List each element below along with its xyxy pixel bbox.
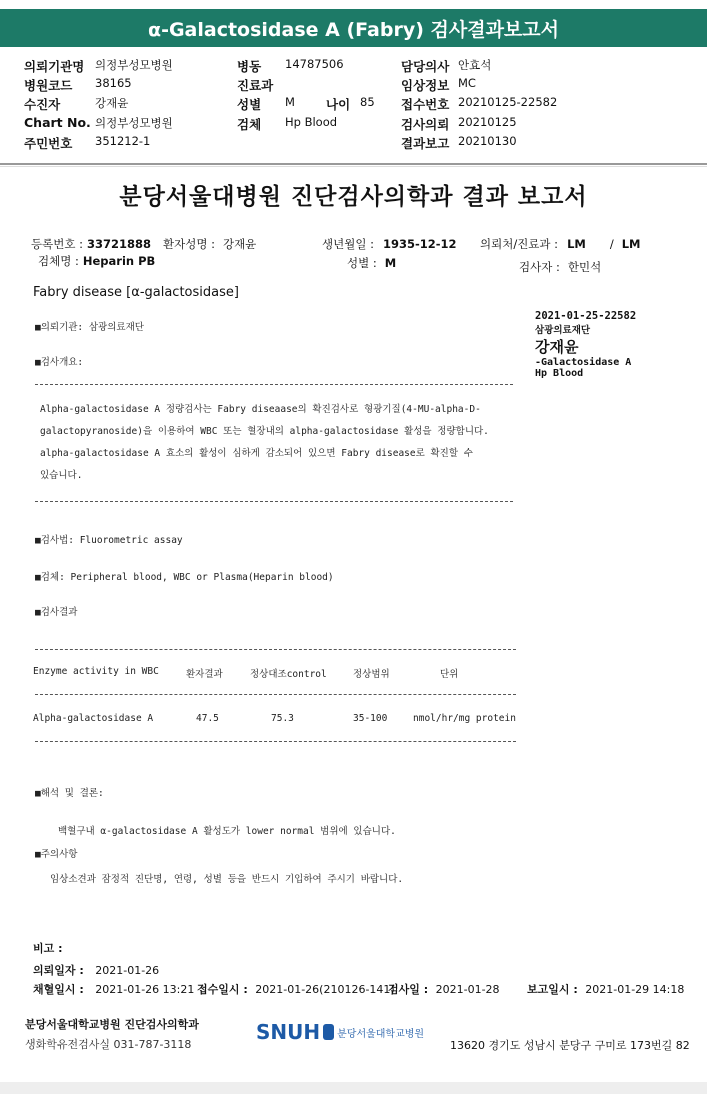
dashed-divider	[35, 384, 513, 385]
header-age	[326, 95, 375, 113]
dashed-divider	[35, 501, 513, 502]
section-interpretation-head: ■해석 및 결론:	[35, 788, 104, 799]
info-sex	[347, 255, 396, 271]
info-specimen	[38, 253, 155, 269]
header-patient	[24, 95, 129, 113]
header-value: 안효석	[458, 58, 492, 72]
header-value: 의정부성모병원	[95, 116, 173, 130]
header-sex	[237, 95, 295, 113]
report-banner-title: α-Galactosidase A (Fabry) 검사결과보고서	[0, 9, 707, 47]
header-value: MC	[458, 76, 476, 90]
info-value: LM	[621, 237, 641, 251]
footer-lab-phone: 생화학유전검사실 031-787-3118	[25, 1038, 192, 1051]
header-label: 결과보고	[401, 136, 450, 151]
info-department	[480, 236, 641, 252]
header-label: 검체	[237, 117, 262, 132]
header-value: 14787506	[285, 57, 344, 71]
report-title: 분당서울대병원 진단검사의학과 결과 보고서	[119, 184, 588, 210]
header-doctor	[401, 57, 492, 75]
info-label: 검사자 :	[519, 260, 560, 274]
overview-paragraph	[40, 399, 520, 487]
stamp-lab: 삼광의료재단	[535, 325, 591, 336]
footer-label: 접수일시 :	[197, 983, 248, 996]
footer-label: 채혈일시 :	[33, 983, 84, 996]
info-value: 1935-12-12	[382, 237, 457, 251]
stamp-accession: 2021-01-25-22582	[535, 310, 637, 322]
table-header-rule	[35, 694, 516, 695]
header-value: 85	[360, 95, 375, 109]
header-resident-no	[24, 134, 151, 152]
overview-line: galactopyranoside)을 이용하여 WBC 또는 혈장내의 alpha-galactosidase 활성을 정량합니다.	[40, 426, 489, 437]
section-method: ■검사법: Fluorometric assay	[35, 535, 183, 546]
header-label: 의뢰기관명	[24, 59, 85, 74]
table-header-cell: 정상범위	[353, 669, 390, 680]
section-org: ■의뢰기관: 삼광의료재단	[35, 322, 144, 333]
stamp-patient: 강재윤	[535, 338, 579, 356]
table-top-rule	[35, 649, 516, 650]
snuh-emblem-icon	[323, 1024, 334, 1040]
header-label: 담당의사	[401, 59, 450, 74]
footer-test-date	[388, 981, 500, 997]
table-bottom-rule	[35, 741, 516, 742]
header-value: 20210125-22582	[458, 95, 558, 109]
header-value: 38165	[95, 76, 132, 90]
info-value: Heparin PB	[82, 254, 156, 268]
footer-address: 13620 경기도 성남시 분당구 구미로 173번길 82	[450, 1039, 690, 1052]
header-label: 성별	[237, 97, 262, 112]
snuh-logo	[256, 1020, 424, 1044]
header-label: 진료과	[237, 78, 274, 93]
info-examiner	[519, 259, 601, 275]
footer-dept-name: 분당서울대학교병원 진단검사의학과	[25, 1018, 199, 1031]
header-label: 수진자	[24, 97, 61, 112]
footer-draw-time	[33, 981, 194, 997]
overview-line: Alpha-galactosidase A 정량검사는 Fabry diseaase의 확진검사로 형광기질(4-MU-alpha-D-	[40, 404, 481, 415]
table-cell: Alpha-galactosidase A	[33, 713, 154, 724]
header-value: 20210130	[458, 134, 517, 148]
header-org	[24, 57, 173, 75]
header-accession-no	[401, 95, 558, 113]
header-ward	[237, 57, 344, 75]
info-dob	[322, 236, 457, 252]
info-value: LM	[567, 237, 586, 251]
footer-value: 2021-01-26 13:21	[95, 983, 195, 996]
table-header-cell: 정상대조control	[250, 669, 327, 680]
info-value: 33721888	[86, 237, 151, 251]
table-header-cell: 환자결과	[186, 669, 223, 680]
fabry-section-title: Fabry disease [α-galactosidase]	[33, 285, 239, 300]
header-label: Chart No.	[24, 115, 91, 130]
info-label: 의뢰처/진료과 :	[480, 237, 559, 251]
info-reg-no	[31, 236, 151, 252]
info-value: 강재윤	[222, 237, 257, 251]
header-label: 병동	[237, 59, 262, 74]
footer-value: 2021-01-28	[435, 983, 500, 996]
info-label: 생년월일 :	[322, 237, 374, 251]
header-value: 351212-1	[95, 134, 151, 148]
overview-line: 있습니다.	[40, 470, 83, 481]
table-cell: 35-100	[353, 713, 388, 724]
info-label: 환자성명 :	[163, 237, 215, 251]
header-value: Hp Blood	[285, 115, 338, 129]
footer-report-time	[527, 981, 684, 997]
page-bottom-bar	[0, 1082, 707, 1094]
header-label: 접수번호	[401, 97, 450, 112]
section-result-head: ■검사결과	[35, 607, 78, 618]
table-cell: 75.3	[271, 713, 294, 724]
stamp-test: -Galactosidase A	[535, 357, 632, 368]
remark-label-text: 비고 :	[33, 942, 63, 955]
footer-label: 보고일시 :	[527, 983, 578, 996]
footer-label: 검사일 :	[388, 983, 429, 996]
header-chart-no	[24, 115, 173, 130]
header-clinical-info	[401, 76, 476, 94]
header-department	[237, 76, 273, 94]
header-label: 병원코드	[24, 78, 73, 93]
header-report-date	[401, 134, 517, 152]
info-separator: /	[609, 237, 614, 251]
snuh-logo-text: SNUH	[256, 1020, 321, 1044]
info-patient-name	[163, 236, 256, 252]
header-value: 강재윤	[95, 96, 129, 110]
header-divider	[0, 163, 707, 165]
section-overview-head: ■검사개요:	[35, 357, 84, 368]
info-label: 성별 :	[347, 256, 377, 270]
footer-receipt-time	[197, 981, 395, 997]
table-header-cell: 단위	[440, 669, 459, 680]
section-sample: ■검체: Peripheral blood, WBC or Plasma(Heparin blood)	[35, 572, 334, 583]
section-caution-head: ■주의사항	[35, 849, 78, 860]
header-value: M	[285, 95, 295, 109]
info-label: 등록번호 :	[31, 237, 83, 251]
info-value: M	[384, 256, 397, 270]
footer-value: 2021-01-29 14:18	[585, 983, 685, 996]
footer-value: 2021-01-26	[95, 964, 160, 977]
table-header-cell: Enzyme activity in WBC	[33, 666, 159, 677]
stamp-specimen: Hp Blood	[535, 368, 584, 379]
caution-text: 임상소견과 잠정적 진단명, 연령, 성별 등을 반드시 기입하여 주시기 바랍니다.	[50, 874, 404, 885]
remark-label	[33, 940, 62, 956]
header-label: 임상정보	[401, 78, 450, 93]
table-cell: nmol/hr/mg protein	[413, 713, 516, 724]
header-value: 의정부성모병원	[95, 58, 173, 72]
footer-request-date	[33, 962, 159, 978]
header-label: 나이	[326, 97, 351, 112]
snuh-logo-subtext: 분당서울대학교병원	[337, 1028, 425, 1040]
info-label: 검체명 :	[38, 254, 79, 268]
overview-line: alpha-galactosidase A 효소의 활성이 심하게 감소되어 있으면 Fabry disease로 확진할 수	[40, 448, 473, 459]
footer-value: 2021-01-26(210126-141)	[255, 983, 395, 996]
header-label: 검사의뢰	[401, 117, 450, 132]
info-value: 한민석	[567, 260, 602, 274]
header-specimen	[237, 115, 338, 133]
header-divider-shadow	[0, 166, 707, 167]
specimen-stamp	[535, 310, 636, 379]
header-label: 주민번호	[24, 136, 73, 151]
table-cell: 47.5	[196, 713, 219, 724]
header-hospital-code	[24, 76, 132, 94]
header-request-date	[401, 115, 517, 133]
header-value: 20210125	[458, 115, 517, 129]
interpretation-text: 백혈구내 α-galactosidase A 활성도가 lower normal 범위에 있습니다.	[58, 826, 396, 837]
footer-label: 의뢰일자 :	[33, 964, 84, 977]
